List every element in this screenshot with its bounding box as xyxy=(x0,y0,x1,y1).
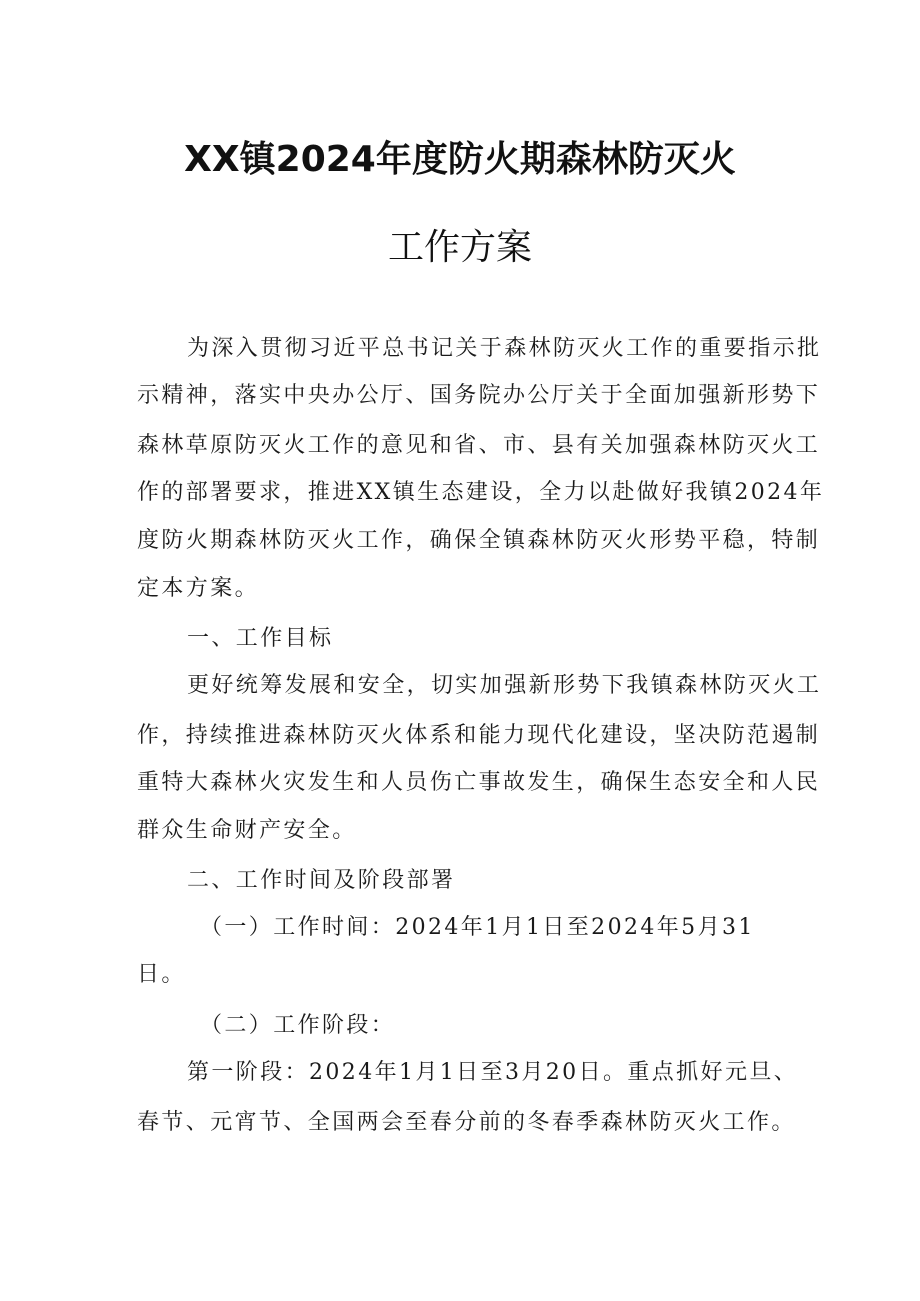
paragraph-goals-line-1: 更好统筹发展和安全，切实加强新形势下我镇森林防灭火工 xyxy=(187,673,822,698)
paragraph-intro-line-5: 度防火期森林防灭火工作，确保全镇森林防灭火形势平稳，特制 xyxy=(137,528,821,553)
paragraph-goals-line-2: 作，持续推进森林防灭火体系和能力现代化建设，坚决防范遏制 xyxy=(137,723,821,748)
paragraph-goals-line-4: 群众生命财产安全。 xyxy=(137,818,357,843)
document-title-line-2: 工作方案 xyxy=(387,227,532,268)
paragraph-goals-line-3: 重特大森林火灾发生和人员伤亡事故发生，确保生态安全和人民 xyxy=(137,770,821,795)
paragraph-stage-one-line-2: 春节、元宵节、全国两会至春分前的冬春季森林防灭火工作。 xyxy=(137,1110,796,1135)
section-heading-goals: 一、工作目标 xyxy=(187,626,334,651)
section-heading-schedule: 二、工作时间及阶段部署 xyxy=(187,868,456,893)
subsection-work-time-line-2: 日。 xyxy=(137,962,186,987)
paragraph-intro-line-2: 示精神，落实中央办公厅、国务院办公厅关于全面加强新形势下 xyxy=(137,383,821,408)
paragraph-intro-line-1: 为深入贯彻习近平总书记关于森林防灭火工作的重要指示批 xyxy=(187,336,822,361)
document-title-line-1: XX镇2024年度防火期森林防灭火 xyxy=(184,139,736,180)
paragraph-stage-one-line-1: 第一阶段：2024年1月1日至3月20日。重点抓好元旦、 xyxy=(187,1060,799,1085)
paragraph-intro-line-4: 作的部署要求，推进XX镇生态建设，全力以赴做好我镇2024年 xyxy=(137,480,825,505)
subsection-work-stages: （二）工作阶段： xyxy=(200,1013,396,1038)
subsection-work-time-line-1: （一）工作时间：2024年1月1日至2024年5月31 xyxy=(200,915,755,940)
paragraph-intro-line-3: 森林草原防灭火工作的意见和省、市、县有关加强森林防灭火工 xyxy=(137,433,821,458)
paragraph-intro-line-6: 定本方案。 xyxy=(137,576,260,601)
